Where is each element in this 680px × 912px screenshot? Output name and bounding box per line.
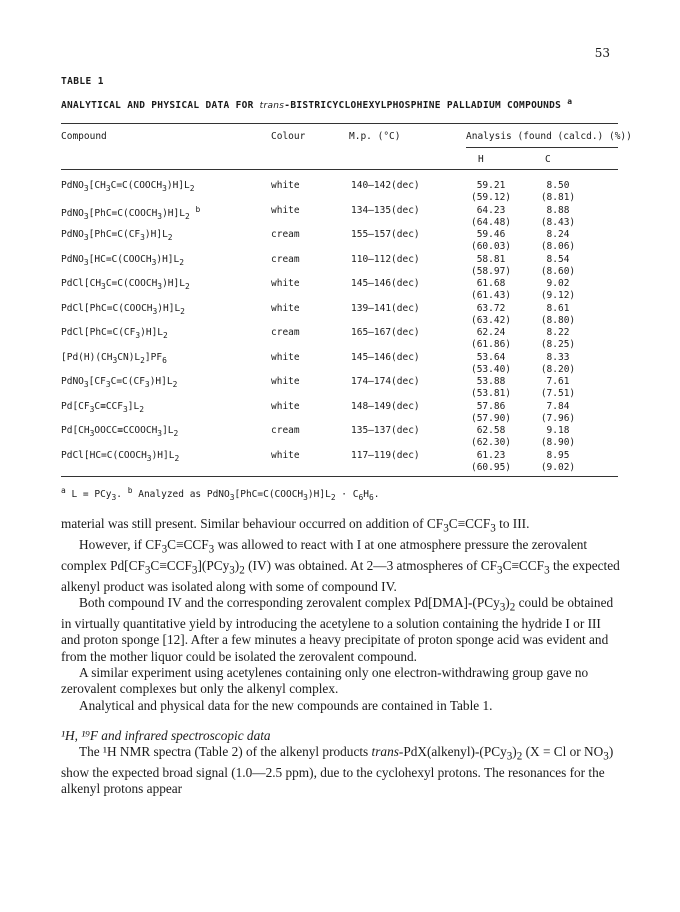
table-row (61, 303, 618, 329)
cell-h: 62.58 (62.30) (470, 425, 512, 448)
cell-c: 9.02 (9.12) (540, 278, 576, 301)
cell-mp: 134—135(dec) (351, 204, 420, 216)
header-h: H (478, 154, 484, 165)
cell-colour: cream (271, 425, 300, 436)
cell-h: 53.64 (53.40) (470, 351, 512, 375)
cell-colour: white (271, 449, 300, 461)
table-row (61, 229, 618, 255)
cell-mp: 117—119(dec) (351, 449, 420, 461)
cell-colour: cream (271, 253, 300, 265)
paragraph-5: Analytical and physical data for the new compounds are contained in Table 1. (79, 697, 493, 713)
cell-colour: white (271, 204, 300, 216)
cell-compound: $Pd[CF_3C\equiv CCF_3]L_2$ (61, 400, 144, 414)
cell-compound: $PdCl[HC=C(COOCH_3)H]L_2$ (61, 449, 180, 463)
header-rule (61, 169, 618, 170)
cell-mp: 139—141(dec) (351, 302, 420, 314)
table-row (61, 352, 618, 378)
cell-colour: white (271, 376, 300, 387)
cell-c: 8.24 (8.06) (540, 229, 576, 252)
table-top-rule (61, 123, 618, 124)
table-label: TABLE 1 (61, 76, 104, 87)
cell-mp: 148—149(dec) (351, 400, 420, 412)
cell-colour: white (271, 278, 300, 289)
cell-h: 63.72 (63.42) (470, 302, 512, 326)
cell-h: 59.46 (60.03) (470, 229, 512, 252)
table-row (61, 425, 618, 451)
cell-c: 8.22 (8.25) (540, 327, 576, 350)
table-row (61, 180, 618, 206)
table-bottom-rule (61, 476, 618, 477)
cell-c: 7.61 (7.51) (540, 376, 576, 399)
cell-compound: $PdNO_3[PhC=C(CF_3)H]L_2$ (61, 229, 173, 242)
body-text (61, 516, 621, 798)
cell-compound: $PdNO_3[PhC=C(COOCH_3)H]L_2$ $^b$ (61, 204, 201, 221)
header-colour: Colour (271, 131, 306, 142)
cell-h: 53.88 (53.81) (470, 376, 512, 399)
cell-compound: $PdCl[PhC=C(CF_3)H]L_2$ (61, 327, 168, 340)
header-c: C (545, 154, 551, 165)
cell-h: 58.81 (58.97) (470, 253, 512, 277)
cell-mp: 135—137(dec) (351, 425, 420, 436)
table-caption: ANALYTICAL AND PHYSICAL DATA FOR trans-BISTRICYCLOHEXYLPHOSPHINE PALLADIUM COMPOUNDS $^a$ (61, 97, 573, 112)
header-analysis: Analysis (found (calcd.) (%)) (466, 131, 632, 142)
table-footnote: $^a$ L = PCy$_3$. $^b$ Analyzed as $PdNO_3[PhC=C(COOCH_3)H]L_2 \cdot C_6H_6$. (61, 486, 380, 503)
cell-h: 61.23 (60.95) (470, 449, 512, 473)
cell-h: 61.68 (61.43) (470, 278, 512, 301)
cell-colour: white (271, 180, 300, 191)
cell-mp: 174—174(dec) (351, 376, 420, 387)
cell-mp: 155—157(dec) (351, 229, 420, 240)
section-heading: ¹H, ¹⁹F and infrared spectroscopic data (61, 727, 271, 743)
cell-c: 8.50 (8.81) (540, 180, 576, 203)
cell-mp: 110—112(dec) (351, 253, 420, 265)
paragraph-4: A similar experiment using acetylenes containing only one electron-withdrawing group gave no zerovalent complexes but only the alkenyl complex. (61, 665, 589, 697)
header-compound: Compound (61, 131, 107, 142)
table-row (61, 327, 618, 353)
cell-colour: cream (271, 327, 300, 338)
cell-h: 64.23 (64.48) (470, 204, 512, 228)
cell-colour: white (271, 400, 300, 412)
cell-colour: white (271, 351, 300, 363)
cell-colour: white (271, 302, 300, 314)
page-number: 53 (594, 46, 610, 60)
cell-compound: $PdCl[PhC=C(COOCH_3)H]L_2$ (61, 302, 185, 316)
cell-c: 7.84 (7.96) (540, 400, 576, 424)
paragraph-2: However, if $CF_3C\equiv CCF_3$ was allowed to react with I at one atmosphere pressure the zerovalent complex $Pd[CF_3C\equiv CCF_3](PCy_3)_2$ (IV) was obtained. At 2—3 atmospheres of $CF_3C\equiv CCF_3$ the expected alkenyl product was isolated along with some of compound IV. (61, 536, 620, 594)
header-mp: M.p. (°C) (349, 131, 401, 142)
cell-c: 9.18 (8.90) (540, 425, 576, 448)
cell-compound: $PdNO_3[CH_3C=C(COOCH_3)H]L_2$ (61, 180, 195, 193)
paragraph-3: Both compound IV and the corresponding zerovalent complex $Pd[DMA]-(PCy_3)_2$ could be obtained in virtually quantitative yield by introducing the acetylene to a solution containing the hydride I or III and proton sponge [12]. After a few minutes a heavy precipitate of proton sponge acid was evident and from the mother liquor could be isolated the zerovalent compound. (61, 595, 614, 664)
cell-h: 62.24 (61.86) (470, 327, 512, 350)
paragraph-1: material was still present. Similar behaviour occurred on addition of $CF_3C\equiv CCF_3$ to III. (61, 516, 530, 535)
table-row (61, 401, 618, 427)
cell-mp: 140—142(dec) (351, 180, 420, 191)
table-row (61, 278, 618, 304)
cell-compound: $PdCl[CH_3C=C(COOCH_3)H]L_2$ (61, 278, 190, 291)
cell-c: 8.54 (8.60) (540, 253, 576, 277)
cell-c: 8.88 (8.43) (540, 204, 576, 228)
cell-compound: $Pd[CH_3OOCC\equiv CCOOCH_3]L_2$ (61, 425, 179, 438)
cell-mp: 145—146(dec) (351, 351, 420, 363)
cell-c: 8.33 (8.20) (540, 351, 576, 375)
table-row (61, 205, 618, 231)
table-row (61, 254, 618, 280)
cell-mp: 165—167(dec) (351, 327, 420, 338)
analysis-rule (466, 147, 618, 148)
cell-h: 59.21 (59.12) (470, 180, 512, 203)
cell-c: 8.95 (9.02) (540, 449, 576, 473)
table-row (61, 450, 618, 476)
cell-c: 8.61 (8.80) (540, 302, 576, 326)
paragraph-6: The ¹H NMR spectra (Table 2) of the alkenyl products trans-$PdX(alkenyl)-(PCy_3)_2$ (X = Cl or $NO_3$) show the expected broad signal (1.0—2.5 ppm), due to the cyclohexyl protons. The resonances for the alkenyl protons appear (61, 744, 614, 797)
cell-colour: cream (271, 229, 300, 240)
table-row (61, 376, 618, 402)
cell-compound: $[Pd(H)(CH_3CN)L_2]PF_6$ (61, 351, 167, 365)
cell-mp: 145—146(dec) (351, 278, 420, 289)
cell-h: 57.86 (57.90) (470, 400, 512, 424)
cell-compound: $PdNO_3[CF_3C=C(CF_3)H]L_2$ (61, 376, 178, 389)
cell-compound: $PdNO_3[HC=C(COOCH_3)H]L_2$ (61, 253, 184, 267)
